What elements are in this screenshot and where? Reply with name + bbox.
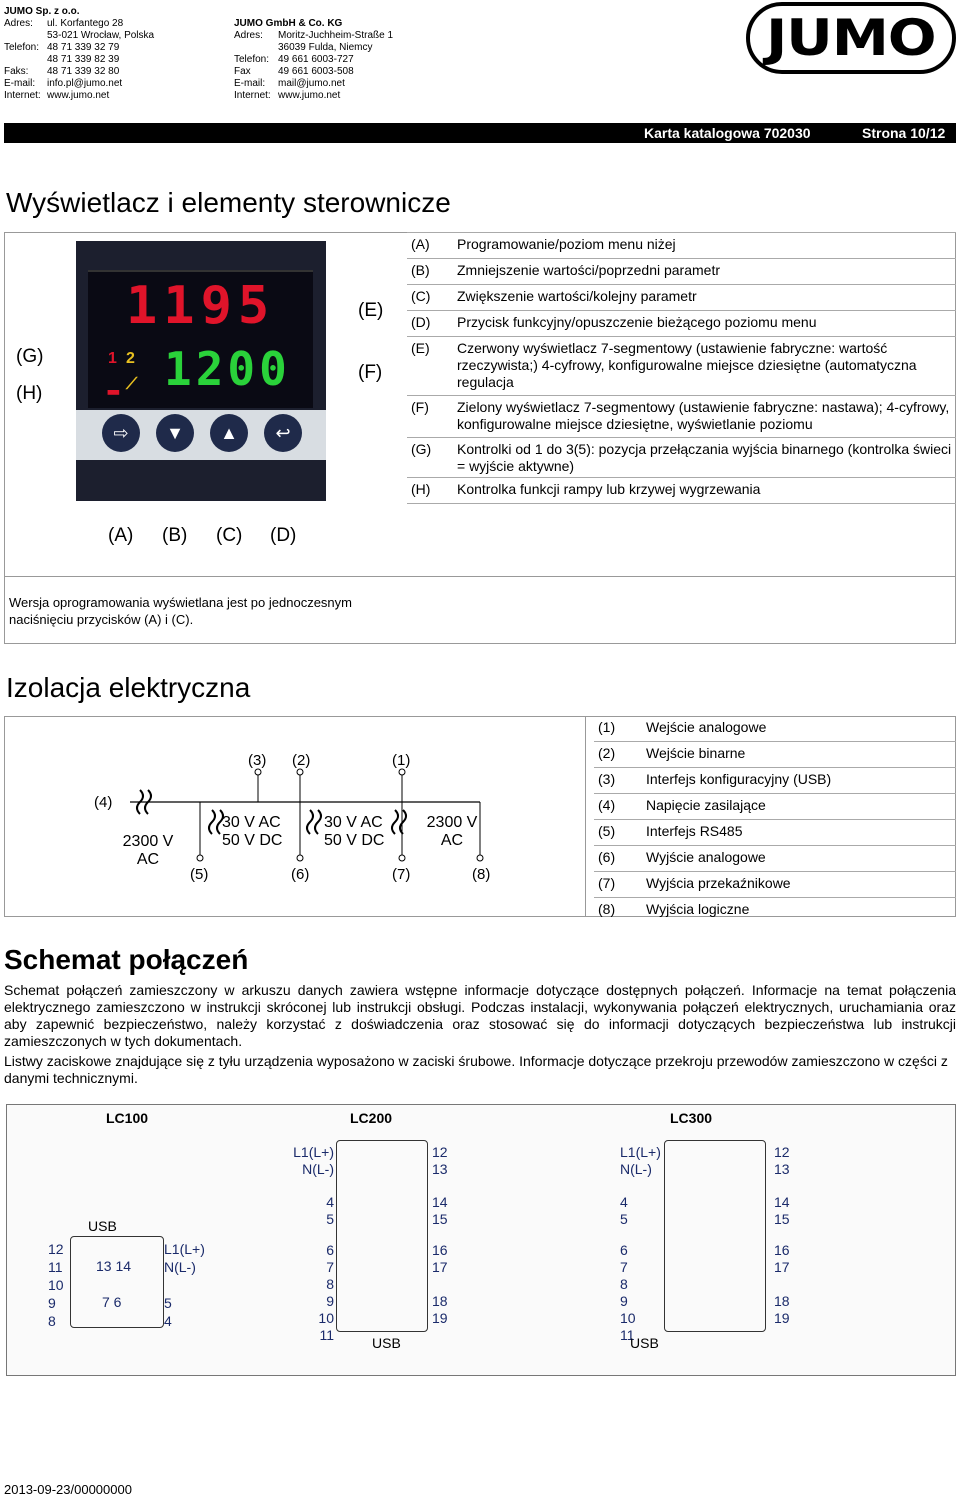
legend-row: (3) Interfejs konfiguracyjny (USB): [594, 768, 956, 794]
address-row: 36039 Fulda, Niemcy: [278, 42, 373, 53]
fax-row: Faks: 48 71 339 32 80: [4, 66, 120, 77]
jumo-logo: JUMO: [746, 2, 956, 74]
legend-row: (8) Wyjścia logiczne: [594, 898, 956, 924]
lc200-usb-label: USB: [372, 1335, 401, 1351]
legend-row: (F) Zielony wyświetlacz 7-segmentowy (ustawienie fabryczne: nastawa); 4-cyfrowy, konfigurowalne miejsce dziesiętne, wyświetlanie poziomu: [407, 396, 956, 438]
section-title-display: Wyświetlacz i elementy sterownicze: [6, 187, 451, 218]
lc100-title: LC100: [106, 1110, 149, 1126]
iso-num-7: (7): [392, 866, 411, 883]
phone-row: Telefon: 48 71 339 32 79: [4, 42, 120, 53]
lc100-mid-top: 13 14: [96, 1258, 132, 1274]
address-row: 53-021 Wrocław, Polska: [47, 30, 155, 41]
label-d: (D): [270, 525, 297, 546]
divider: [4, 576, 956, 577]
iso-num-3: (3): [248, 752, 267, 769]
led-indicator-1: 1: [108, 350, 117, 367]
wiring-paragraph-1: Schemat połączeń zamieszczony w arkuszu danych zawiera wstępne informacje dotyczące dostępnych połączeń. Informacje na temat połączenia elektrycznego zamieszczono w instrukcji skróconej lub instrukcji obsługi. Podczas instalacji, wykonywania połączeń elektrycznych, uruchamiania oraz aby zapewnić bezpieczeństwo, należy korzystać z doświadczenia oraz stosować się do informacji dotyczących bezpieczeństwa lub instrukcji zamieszczonych w tych dokumentach.: [4, 982, 956, 1049]
voltage-low-2: 30 V AC 50 V DC: [324, 814, 385, 849]
lc300-left-numbers: L1(L+) N(L-) 4 5 6 7 8 9 10 11: [620, 1144, 661, 1343]
iso-num-4: (4): [94, 794, 113, 811]
legend-row: (1) Wejście analogowe: [598, 719, 767, 735]
legend-row: (G) Kontrolki od 1 do 3(5): pozycja przełączania wyjścia binarnego (kontrolka świeci = wyjście aktywne): [407, 438, 956, 478]
legend-row: (6) Wyjście analogowe: [594, 846, 956, 872]
lc200-title: LC200: [350, 1110, 393, 1126]
green-display: 1200: [164, 342, 291, 396]
lc300-usb-label: USB: [630, 1335, 659, 1351]
label-a: (A): [108, 525, 134, 546]
voltage-low-1: 30 V AC 50 V DC: [222, 814, 283, 849]
phone-row: Telefon: 49 661 6003-727: [234, 54, 354, 65]
label-b: (B): [162, 525, 188, 546]
label-g: (G): [16, 346, 44, 367]
page-number: Strona 10/12: [862, 125, 946, 141]
legend-row: (2) Wejście binarne: [594, 742, 956, 768]
legend-row: (C) Zwiększenie wartości/kolejny parametr: [407, 285, 956, 311]
header-company-pl: [4, 6, 154, 102]
ramp-icon: ⟋: [126, 376, 138, 393]
iso-num-1: (1): [392, 752, 411, 769]
decrease-button[interactable]: ▼: [156, 414, 194, 452]
led-indicator-2: 2: [126, 350, 135, 367]
title-bar: [4, 123, 956, 143]
header-company-de: [234, 18, 393, 102]
wiring-paragraph-2: Listwy zaciskowe znajdujące się z tyłu urządzenia wyposażono w zaciski śrubowe. Informacje dotyczące przekroju przewodów zamieszczono w części z danymi technicznymi.: [4, 1053, 948, 1086]
legend-row: (4) Napięcie zasilające: [594, 794, 956, 820]
lc300-right-numbers: 12 13 14 15 16 17 18 19: [774, 1144, 790, 1326]
legend-row: (7) Wyjścia przekaźnikowe: [594, 872, 956, 898]
program-button[interactable]: ⇨: [102, 414, 140, 452]
email-row: E-mail: mail@jumo.net: [234, 78, 345, 89]
legend-row: (5) Interfejs RS485: [594, 820, 956, 846]
legend-row: (E) Czerwony wyświetlacz 7-segmentowy (ustawienie fabryczne: wartość rzeczywista;) 4-cyfrowy, konfigurowalne miejsce dziesiętne (automatyczna regulacja: [407, 337, 956, 396]
catalog-title: Karta katalogowa 702030: [644, 125, 811, 141]
legend-row: (H) Kontrolka funkcji rampy lub krzywej wygrzewania: [407, 478, 956, 504]
label-e: (E): [358, 300, 384, 321]
label-h: (H): [16, 383, 43, 404]
section-title-wiring: Schemat połączeń: [4, 944, 249, 975]
increase-button[interactable]: ▲: [210, 414, 248, 452]
footer-date-code: 2013-09-23/00000000: [4, 1482, 132, 1497]
led-indicator-3: ▂: [108, 378, 119, 394]
company-name: JUMO GmbH & Co. KG: [234, 18, 343, 29]
iso-num-5: (5): [190, 866, 209, 883]
voltage-relay: 2300 V AC: [426, 814, 478, 849]
fax-row: Fax 49 661 6003-508: [234, 66, 354, 77]
internet-row: Internet: www.jumo.net: [4, 90, 110, 101]
software-version-note: Wersja oprogramowania wyświetlana jest po jednoczesnym naciśnięciu przycisków (A) i (C).: [9, 595, 352, 627]
lc100-terminal-block: [70, 1236, 164, 1328]
legend-row: (A) Programowanie/poziom menu niżej: [407, 233, 956, 259]
red-display: 1195: [126, 276, 276, 336]
iso-num-8: (8): [472, 866, 491, 883]
phone-row: 48 71 339 82 39: [47, 54, 120, 65]
lc200-right-numbers: 12 13 14 15 16 17 18 19: [432, 1144, 448, 1326]
lc100-mid-bottom: 7 6: [102, 1294, 122, 1310]
label-f: (F): [358, 362, 383, 383]
lc300-title: LC300: [670, 1110, 713, 1126]
lc100-usb-label: USB: [88, 1218, 117, 1234]
internet-row: Internet: www.jumo.net: [234, 90, 341, 101]
lc200-terminal-block: [336, 1140, 428, 1332]
company-name: JUMO Sp. z o.o.: [4, 6, 80, 17]
display-legend-table: [407, 232, 956, 504]
label-c: (C): [216, 525, 243, 546]
lc100-right-top: L1(L+) N(L-): [164, 1241, 205, 1275]
divider: [585, 716, 586, 917]
isolation-legend-table: [594, 716, 956, 923]
email-row: E-mail: info.pl@jumo.net: [4, 78, 123, 89]
lc200-left-numbers: L1(L+) N(L-) 4 5 6 7 8 9 10 11: [293, 1144, 334, 1343]
function-button[interactable]: ↩: [264, 414, 302, 452]
legend-row: (B) Zmniejszenie wartości/poprzedni parametr: [407, 259, 956, 285]
address-row: Adres: Moritz-Juchheim-Straße 1: [234, 30, 394, 41]
iso-num-2: (2): [292, 752, 311, 769]
address-row: Adres: ul. Korfantego 28: [4, 18, 124, 29]
lc100-right-bottom: 5 4: [164, 1295, 172, 1329]
iso-num-6: (6): [291, 866, 310, 883]
lc100-left-numbers: 12 11 10 9 8: [48, 1241, 64, 1329]
legend-row: (D) Przycisk funkcyjny/opuszczenie bieżącego poziomu menu: [407, 311, 956, 337]
voltage-supply: 2300 V AC: [122, 833, 174, 868]
section-title-isolation: Izolacja elektryczna: [6, 672, 251, 703]
lc300-terminal-block: [664, 1140, 766, 1332]
